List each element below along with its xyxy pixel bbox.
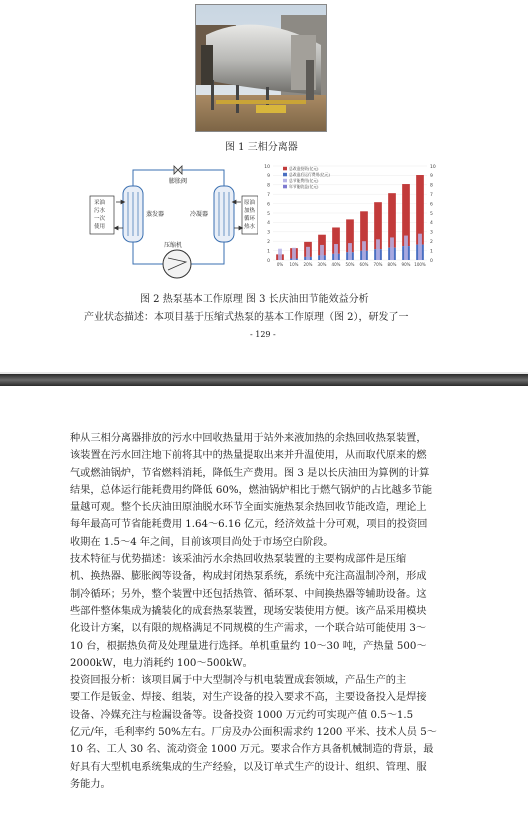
paragraph-1 (70, 430, 452, 551)
y-tick-left: 5 (267, 211, 270, 217)
right-text-2: 循环 (244, 216, 256, 222)
text-line: 设备、冷媒充注与检漏设备等。设备投资 1000 万元约可实现产值 0.5～1.5 (70, 709, 414, 721)
page-separator-bar (0, 374, 528, 386)
text-line: 2000kW，电力消耗约 100～500kW。 (70, 657, 253, 669)
text-line: 种从三相分离器排放的污水中回收热量用于站外来液加热的余热回收热泵装置， (70, 433, 427, 444)
text-line: 该装置在污水回注地下前将其中的热量提取出来并升温使用，从而取代原来的燃 (70, 450, 427, 462)
bar-running-cost (390, 237, 394, 260)
text-line: 化设计方案，以有限的规格满足不同规模的生产需求，一个联合站可能使用 3～ (70, 623, 427, 635)
left-text-1: 污水 (94, 208, 106, 214)
y-tick-left: 0 (267, 258, 270, 264)
y-tick-right: 9 (430, 174, 433, 180)
y-tick-left: 1 (267, 249, 270, 255)
compressor-icon (163, 250, 191, 278)
text-line: 气或燃油锅炉，节省燃料消耗，降低生产费用。图 3 是以长庆油田为算例的计算 (70, 467, 430, 479)
expansion-valve-icon (174, 166, 182, 174)
bar-running-cost (320, 245, 324, 260)
text-line: 机、换热器、膨胀阀等设备，构成封闭热泵系统，系统中充注高温制冷剂，形成 (70, 571, 427, 583)
bar-running-cost (306, 247, 310, 260)
bar-running-cost (278, 249, 282, 260)
figures-caption: 图 2 热泵基本工作原理 图 3 长庆油田节能效益分析 (140, 294, 369, 305)
three-phase-separator-photo (195, 4, 327, 132)
x-tick: 40% (331, 262, 341, 267)
right-text-0: 原油 (244, 200, 256, 206)
y-tick-left: 4 (267, 221, 270, 227)
legend-swatch (283, 167, 287, 171)
y-tick-right: 3 (430, 230, 433, 236)
page-bottom (0, 386, 528, 815)
evaporator-label: 蒸发器 (146, 211, 165, 218)
bar-running-cost (292, 248, 296, 260)
y-tick-right: 8 (430, 183, 433, 189)
text-line: 每年最高可节省能耗费用 1.64～6.16 亿元，经济效益十分可观，项目的投资回 (70, 519, 428, 531)
text-line: 10 名、工人 30 名、流动资金 1000 万元。要求合作方具备机械制造的背景，最 (70, 744, 434, 756)
y-tick-left: 7 (267, 193, 270, 198)
y-tick-right: 4 (430, 221, 433, 227)
x-tick: 0% (276, 262, 284, 267)
legend-label: 总改造后运行费用(亿元) (289, 172, 330, 177)
x-tick: 10% (289, 262, 299, 267)
y-tick-right: 7 (430, 193, 433, 198)
text-line: 投资回报分析：该项目属于中大型制冷与机电装置成套领域，产品生产的主 (70, 675, 407, 687)
y-tick-left: 10 (264, 164, 270, 170)
left-text-2: 一次 (94, 216, 106, 222)
x-tick: 20% (303, 262, 313, 267)
text-line: 量越可观。整个长庆油田原油脱水环节全面实施热泵余热回收节能改造，理论上 (70, 502, 427, 514)
text-line: 结果，总体运行能耗费用约降低 60%，燃油锅炉相比于燃气锅炉的占比越多节能 (70, 484, 433, 496)
text-line: 10 台，根据热负荷及处理量进行选择。单机重量约 10～30 吨，产热量 500～ (70, 640, 427, 652)
paragraph-2 (70, 551, 452, 672)
right-text-1: 加热 (244, 208, 256, 214)
x-tick: 50% (345, 262, 355, 267)
figure1-caption: 图 1 三相分离器 (225, 142, 298, 153)
text-line: 务能力。 (70, 778, 111, 790)
legend-swatch (283, 179, 287, 183)
energy-saving-chart (261, 162, 441, 280)
left-text-3: 使用 (94, 224, 106, 230)
y-tick-right: 1 (430, 249, 433, 255)
page-number: - 129 - (250, 330, 276, 339)
text-line: 好具有大型机电系统集成的生产经验，以及订单式生产的设计、组织、管理、服 (70, 761, 427, 773)
x-tick: 80% (387, 262, 397, 267)
legend-label: 总节能费用(亿元) (289, 178, 319, 183)
bar-running-cost (362, 241, 366, 260)
text-line: 些部件整体集成为撬装化的成套热泵装置，现场安装使用方便。该产品采用模块 (70, 605, 427, 617)
text-line: 收期在 1.5～4 年之间，目前该项目尚处于市场空白阶段。 (70, 536, 334, 548)
page1-body-line: 产业状态描述：本项目基于压缩式热泵的基本工作原理（图 2），研发了一 (84, 312, 409, 323)
legend-swatch (283, 185, 287, 189)
x-tick: 70% (373, 262, 383, 267)
text-line: 技术特征与优势描述：该采油污水余热回收热泵装置的主要构成部件是压缩 (70, 554, 407, 566)
condenser-icon (214, 186, 234, 242)
valve-label: 膨胀阀 (169, 178, 188, 185)
x-tick: 100% (414, 262, 426, 267)
bar-running-cost (348, 243, 352, 260)
y-tick-right: 2 (430, 240, 433, 245)
y-tick-right: 10 (430, 164, 436, 170)
left-text-0: 采油 (94, 200, 106, 206)
y-tick-left: 9 (267, 174, 270, 180)
bar-running-cost (376, 239, 380, 260)
right-text-3: 热水 (244, 224, 256, 230)
y-tick-right: 6 (430, 202, 433, 208)
x-tick: 30% (317, 262, 327, 267)
legend-label: 总改造投资(亿元) (289, 166, 319, 171)
condenser-label: 冷凝器 (190, 211, 209, 218)
bar-running-cost (404, 236, 408, 260)
y-tick-left: 8 (267, 183, 270, 189)
text-line: 制冷循环；另外，整个装置中还包括热管、循环泵、中间换热器等辅助设备。这 (70, 588, 427, 600)
y-tick-right: 0 (430, 258, 433, 264)
legend-label: 年节能收益(亿元) (289, 184, 319, 189)
paragraph-3 (70, 672, 452, 793)
heat-pump-diagram (86, 162, 258, 280)
y-tick-left: 3 (267, 230, 270, 236)
legend-swatch (283, 173, 287, 177)
y-tick-left: 6 (267, 202, 270, 208)
y-tick-right: 5 (430, 211, 433, 217)
text-line: 要工作是钣金、焊接、组装，对生产设备的投入要求不高，主要设备投入是焊接 (70, 692, 427, 704)
bar-running-cost (334, 244, 338, 260)
x-tick: 90% (401, 262, 411, 267)
text-line: 亿元/年，毛利率约 50%左右。厂房及办公面积需求约 1200 平米、技术人员 5～ (70, 727, 437, 739)
page2-text (70, 430, 452, 793)
y-tick-left: 2 (267, 240, 270, 245)
bar-running-cost (418, 234, 422, 260)
page-top (0, 0, 528, 372)
compressor-label: 压缩机 (164, 242, 183, 249)
evaporator-icon (123, 186, 143, 242)
x-tick: 60% (359, 262, 369, 267)
